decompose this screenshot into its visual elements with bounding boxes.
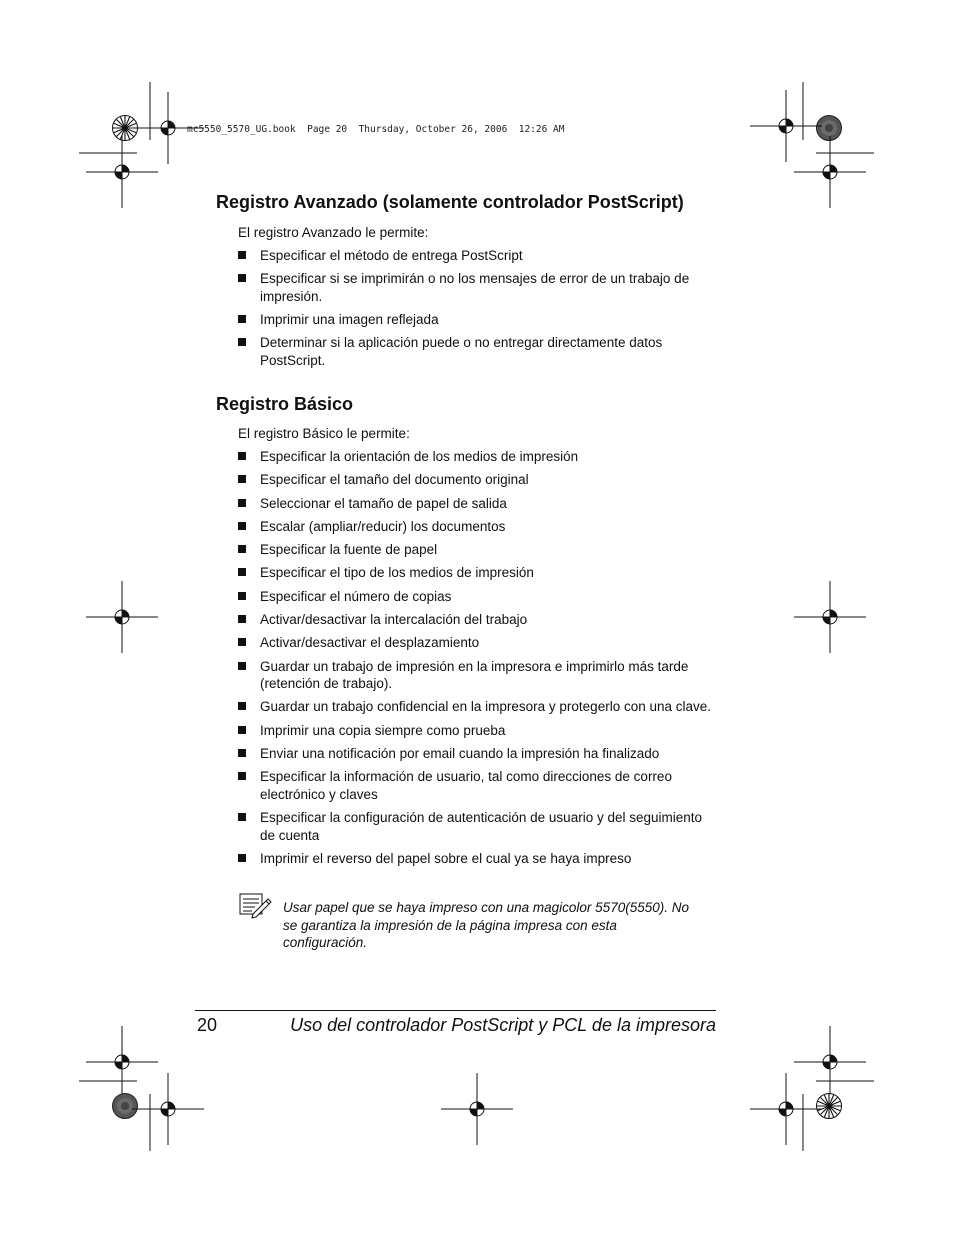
list-item: Especificar la fuente de papel xyxy=(238,541,718,559)
print-slug: mc5550_5570_UG.book Page 20 Thursday, October 26, 2006 12:26 AM xyxy=(187,124,565,135)
footer-rule xyxy=(195,1010,716,1011)
bullet-square-icon xyxy=(238,251,246,259)
bullet-square-icon xyxy=(238,499,246,507)
list-item: Especificar el tipo de los medios de impresión xyxy=(238,564,718,582)
bullet-square-icon xyxy=(238,545,246,553)
bullet-square-icon xyxy=(238,452,246,460)
bullet-list-basic xyxy=(238,448,718,873)
bullet-square-icon xyxy=(238,726,246,734)
list-item: Escalar (ampliar/reducir) los documentos xyxy=(238,518,718,536)
list-item: Especificar la configuración de autenticación de usuario y del seguimiento de cuenta xyxy=(238,809,718,844)
bullet-square-icon xyxy=(238,338,246,346)
list-item: Especificar el número de copias xyxy=(238,588,718,606)
section-intro-advanced: El registro Avanzado le permite: xyxy=(238,225,429,240)
bullet-square-icon xyxy=(238,274,246,282)
list-item: Guardar un trabajo confidencial en la impresora y protegerlo con una clave. xyxy=(238,698,718,716)
bullet-square-icon xyxy=(238,522,246,530)
bullet-square-icon xyxy=(238,662,246,670)
bullet-list-advanced xyxy=(238,247,718,375)
bullet-square-icon xyxy=(238,475,246,483)
list-item: Enviar una notificación por email cuando la impresión ha finalizado xyxy=(238,745,718,763)
bullet-square-icon xyxy=(238,813,246,821)
list-item: Especificar el método de entrega PostScript xyxy=(238,247,718,265)
bullet-square-icon xyxy=(238,315,246,323)
bullet-square-icon xyxy=(238,615,246,623)
list-item: Seleccionar el tamaño de papel de salida xyxy=(238,495,718,513)
section-heading-advanced: Registro Avanzado (solamente controlador PostScript) xyxy=(216,192,684,212)
list-item: Activar/desactivar el desplazamiento xyxy=(238,634,718,652)
bullet-square-icon xyxy=(238,854,246,862)
bullet-square-icon xyxy=(238,568,246,576)
page-number: 20 xyxy=(197,1015,218,1035)
list-item: Guardar un trabajo de impresión en la impresora e imprimirlo más tarde (retención de trabajo). xyxy=(238,658,718,693)
bullet-square-icon xyxy=(238,772,246,780)
list-item: Imprimir una imagen reflejada xyxy=(238,311,718,329)
list-item: Especificar el tamaño del documento original xyxy=(238,471,718,489)
note-pen-icon xyxy=(239,893,273,919)
bullet-square-icon xyxy=(238,702,246,710)
list-item: Especificar la orientación de los medios de impresión xyxy=(238,448,718,466)
list-item: Determinar si la aplicación puede o no entregar directamente datos PostScript. xyxy=(238,334,718,369)
bullet-square-icon xyxy=(238,592,246,600)
bullet-square-icon xyxy=(238,749,246,757)
footer-title: Uso del controlador PostScript y PCL de la impresora xyxy=(290,1015,716,1035)
section-intro-basic: El registro Básico le permite: xyxy=(238,426,410,441)
bullet-square-icon xyxy=(238,638,246,646)
list-item: Especificar la información de usuario, tal como direcciones de correo electrónico y claves xyxy=(238,768,718,803)
list-item: Activar/desactivar la intercalación del trabajo xyxy=(238,611,718,629)
list-item: Imprimir una copia siempre como prueba xyxy=(238,722,718,740)
list-item: Especificar si se imprimirán o no los mensajes de error de un trabajo de impresión. xyxy=(238,270,718,305)
section-heading-basic: Registro Básico xyxy=(216,394,354,414)
list-item: Imprimir el reverso del papel sobre el cual ya se haya impreso xyxy=(238,850,718,868)
note-text: Usar papel que se haya impreso con una magicolor 5570(5550). No se garantiza la impresión de la página impresa con esta configuración. xyxy=(283,900,689,950)
